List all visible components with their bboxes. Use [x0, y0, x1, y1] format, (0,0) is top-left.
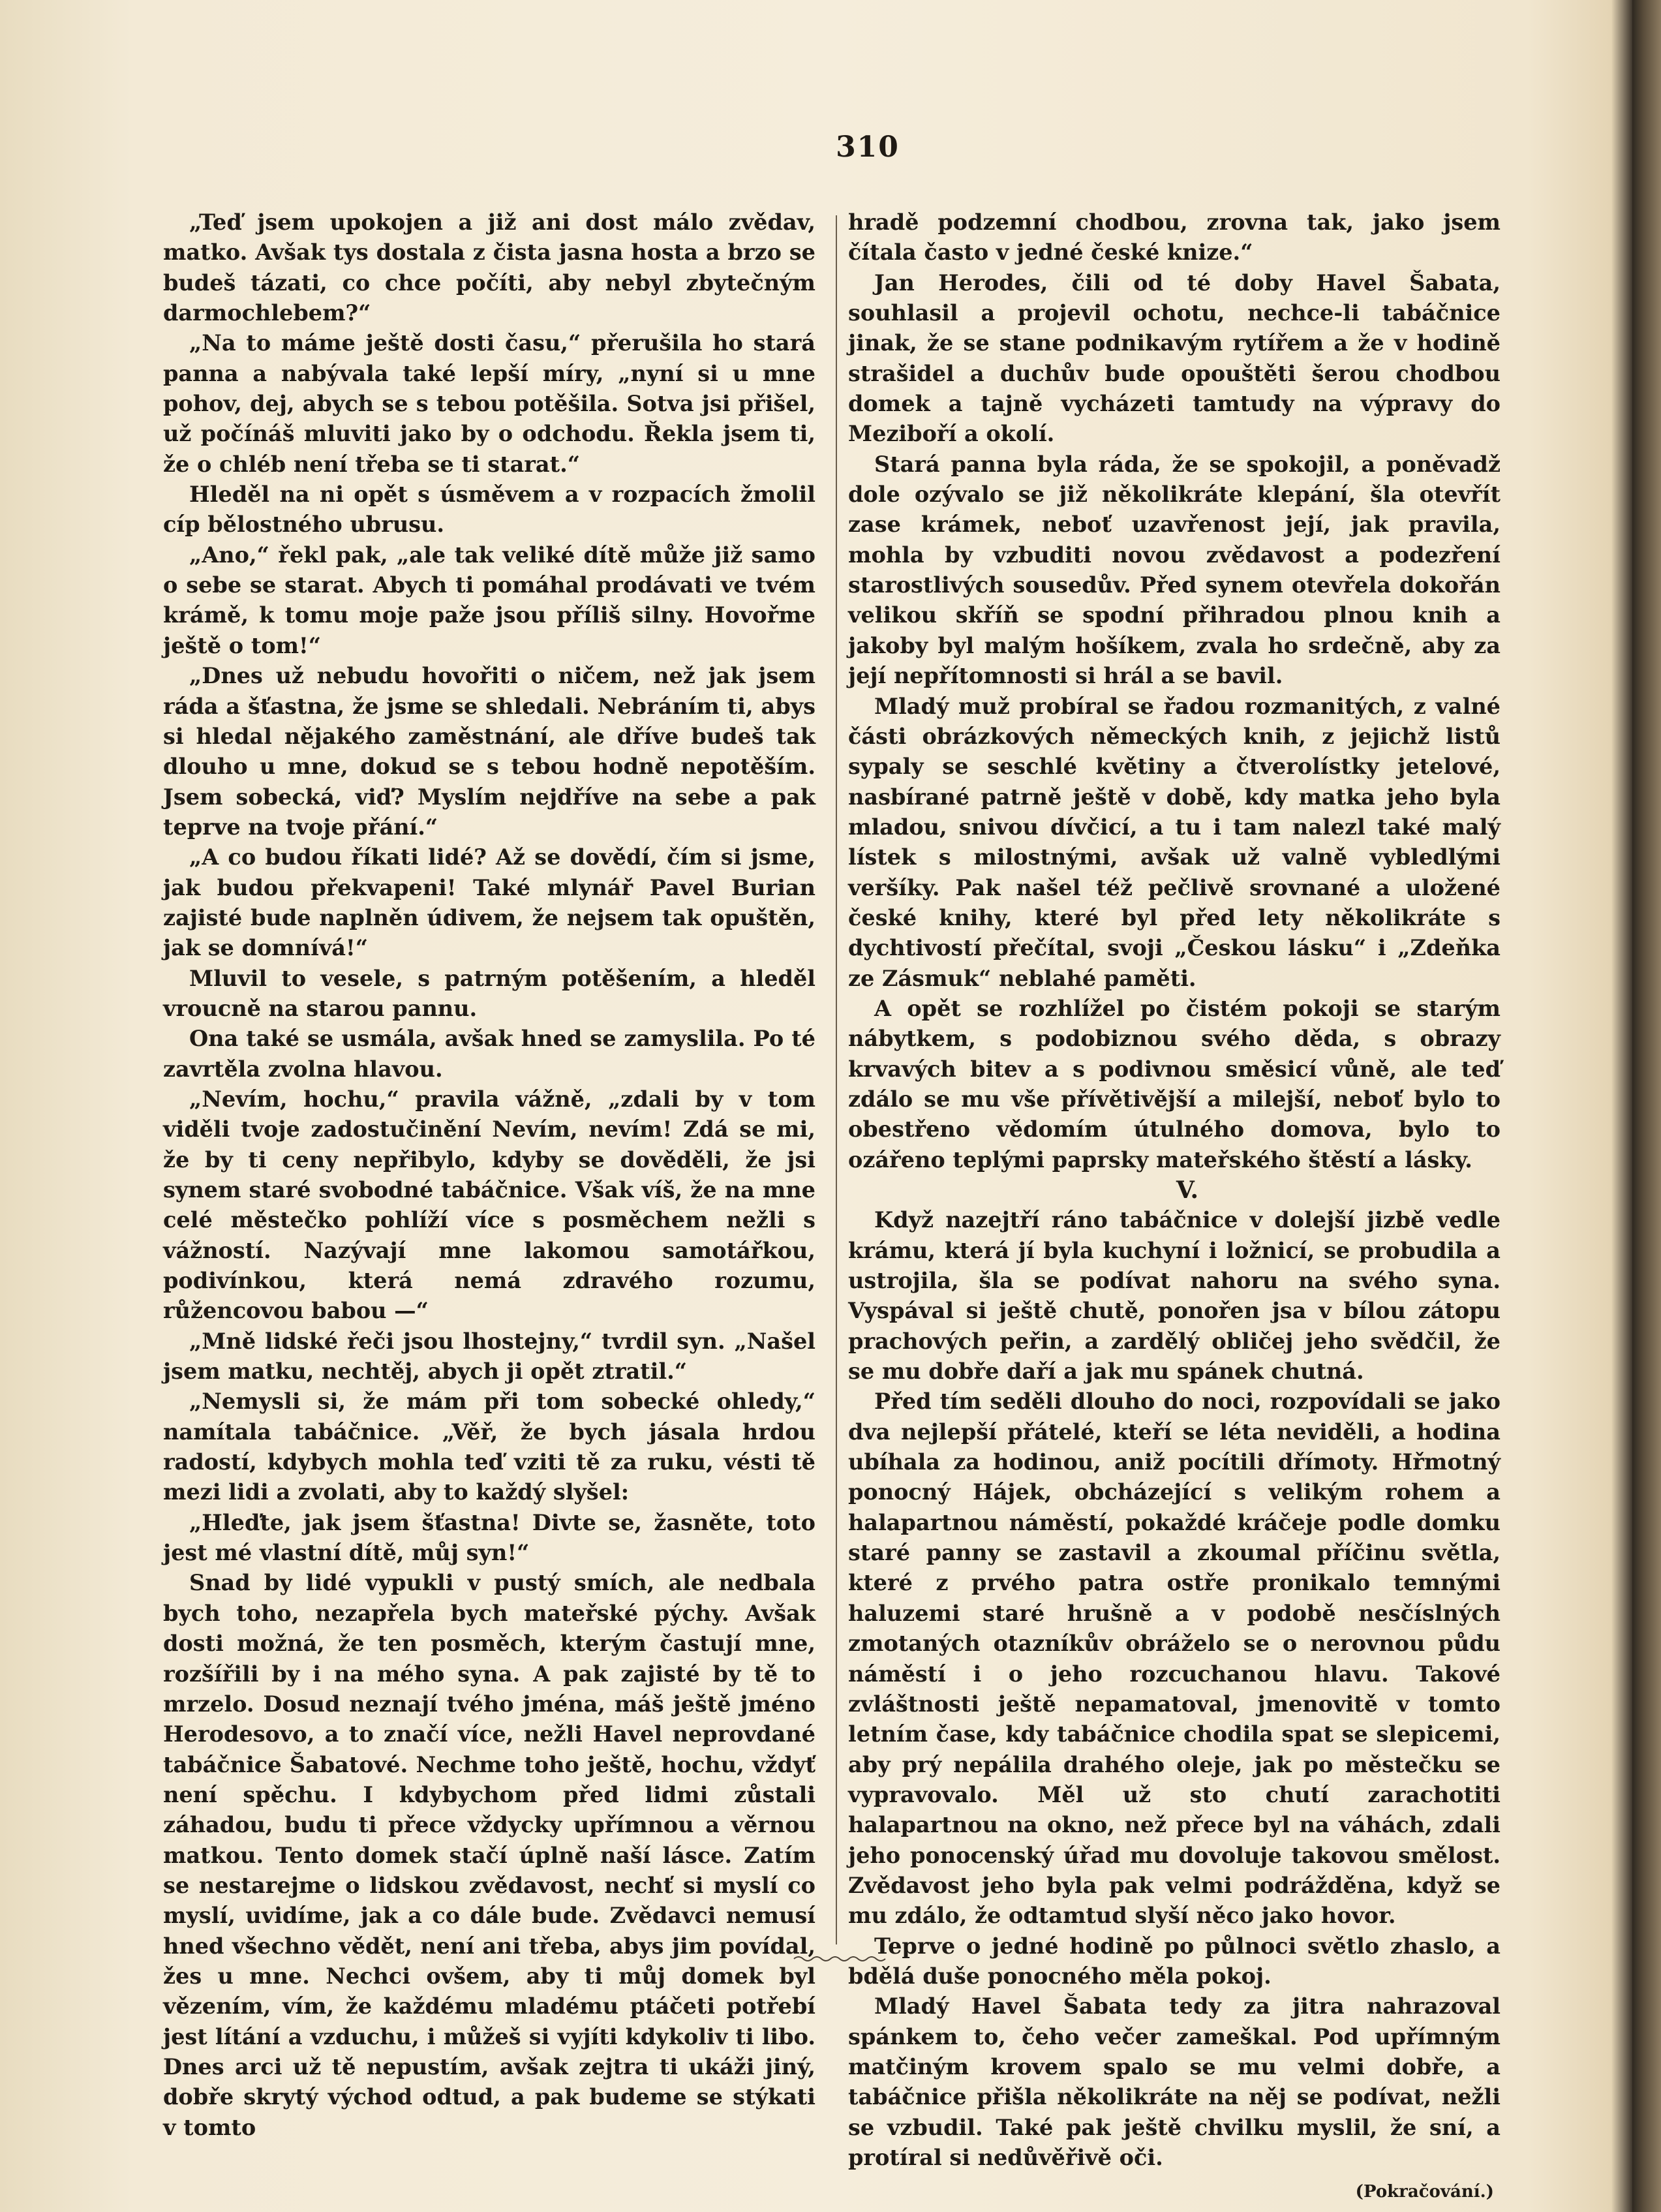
book-binding-edge [1632, 0, 1661, 2212]
decorative-wave-rule [793, 1954, 891, 1964]
page-number: 310 [836, 131, 900, 164]
paragraph: „Teď jsem upokojen a již ani dost málo zvědav, matko. Avšak tys dostala z čista jasna hosta a brzo se budeš tázati, co chce počíti, aby nebyl zbytečným darmochlebem?“ [163, 209, 815, 326]
paragraph: Když nazejtří ráno tabáčnice v dolejší jizbě vedle krámu, která jí byla kuchyní i ložnicí, se probudila a ustrojila, šla se podívat nahoru na svého syna. Vyspával si ještě chutě, ponořen jsa v bílou zátopu prachových peřin, a zardělý obličej jeho svědčil, že se mu dobře daří a jak mu spánek chutná. [848, 1207, 1501, 1385]
paragraph-continued: hradě podzemní chodbou, zrovna tak, jako jsem čítala často v jedné české knize.“ [848, 209, 1501, 266]
paragraph: „Ano,“ řekl pak, „ale tak veliké dítě může již samo o sebe se starat. Abych ti pomáhal prodávati ve tvém krámě, k tomu moje paže jsou příliš silny. Hovořme ještě o tom!“ [163, 542, 815, 658]
paragraph: Stará panna byla ráda, že se spokojil, a poněvadž dole ozývalo se již několikráte klepání, šla otevřít zase krámek, neboť uzavřenost její, jak pravila, mohla by vzbuditi novou zvědavost a podezření starostlivých sousedův. Před synem otevřela dokořán velikou skříň se spodní přihradou plnou knih a jakoby byl malým hošíkem, zvala ho srdečně, aby za její nepřítomnosti si hrál a se bavil. [848, 451, 1501, 689]
paragraph: Ona také se usmála, avšak hned se zamyslila. Po té zavrtěla zvolna hlavou. [163, 1026, 815, 1082]
paragraph: Teprve o jedné hodině po půlnoci světlo zhaslo, a bdělá duše ponocného měla pokoj. [848, 1933, 1501, 1989]
paragraph: „Na to máme ještě dosti času,“ přerušila ho stará panna a nabývala také lepší míry, „nyní si u mne pohov, dej, abych se s tebou potěšila. Sotva jsi přišel, už počínáš mluviti jako by o odchodu. Řekla jsem ti, že o chléb není třeba se ti starat.“ [163, 330, 815, 477]
continued-note: (Pokračování.) [1355, 2182, 1494, 2202]
paragraph: „Mně lidské řeči jsou lhostejny,“ tvrdil syn. „Našel jsem matku, nechtěj, abych ji opět ztratil.“ [163, 1328, 815, 1385]
paragraph: Před tím seděli dlouho do noci, rozpovídali se jako dva nejlepší přátelé, kteří se léta neviděli, a hodina ubíhala za hodinou, aniž pocítili dřímoty. Hřmotný ponocný Hájek, obcházející s velikým rohem a halapartnou náměstí, pokaždé kráčeje podle domku staré panny se zastavil a zkoumal příčinu světla, které z prvého patra ostře pronikalo temnými haluzemi staré hrušně a v podobě nesčíslných zmotaných otazníkův obráželo se o nerovnou půdu náměstí i o jeho rozcuchanou hlavu. Takové zvláštnosti ještě nepamatoval, jmenovitě v tomto letním čase, kdy tabáčnice chodila spat se slepicemi, aby prý nepálila drahého oleje, jak po městečku se vypravovalo. Měl už sto chutí zarachotiti halapartnou na okno, než přece byl na váhách, zdali jeho ponocenský úřad mu dovoluje takovou smělost. Zvědavost jeho byla pak velmi podrážděna, když se mu zdálo, že odtamtud slyší něco jako hovor. [848, 1389, 1501, 1929]
right-column [848, 207, 1501, 2207]
paragraph: „Hleďte, jak jsem šťastna! Divte se, žasněte, toto jest mé vlastní dítě, můj syn!“ [163, 1509, 815, 1566]
left-column [163, 207, 815, 2143]
paragraph: „Dnes už nebudu hovořiti o ničem, než jak jsem ráda a šťastna, že jsme se shledali. Nebráním ti, abys si hledal nějakého zaměstnání, ale dříve budeš tak dlouho u mne, dokud se s tebou hodně nepotěším. Jsem sobecká, viď? Myslím nejdříve na sebe a pak teprve na tvoje přání.“ [163, 663, 815, 840]
paragraph: „Nemysli si, že mám při tom sobecké ohledy,“ namítala tabáčnice. „Věř, že bych jásala hrdou radostí, kdybych mohla teď vziti tě za ruku, vésti tě mezi lidi a zvolati, aby to každý slyšel: [163, 1389, 815, 1505]
paragraph: Jan Herodes, čili od té doby Havel Šabata, souhlasil a projevil ochotu, nechce-li tabáčnice jinak, že se stane podnikavým rytířem a že v hodině strašidel a duchův bude opouštěti šerou chodbou domek a tajně vycházeti tamtudy na výpravy do Meziboří a okolí. [848, 269, 1501, 447]
paragraph: Mladý muž probíral se řadou rozmanitých, z valné části obrázkových německých knih, z jejichž listů sypaly se seschlé květiny a čtverolístky jetelové, nasbírané patrně ještě v době, kdy matka jeho byla mladou, snivou dívčicí, a tu i tam nalezl také malý lístek s milostnými, avšak už valně vybledlými veršíky. Pak našel též pečlivě srovnané a uložené české knihy, které byl před lety několikráte s dychtivostí přečítal, svoji „Českou lásku“ i „Zdeňka ze Zásmuk“ neblahé paměti. [848, 693, 1501, 991]
paragraph: Mladý Havel Šabata tedy za jitra nahrazoval spánkem to, čeho večer zameškal. Pod upřímným matčiným krovem spalo se mu velmi dobře, a tabáčnice přišla několikráte na něj se podívat, nežli se vzbudil. Také pak ještě chvilku myslil, že sní, a protíral si nedůvěřivě oči. [848, 1993, 1501, 2170]
paragraph: A opět se rozhlížel po čistém pokoji se starým nábytkem, s podobiznou svého děda, s obrazy krvavých bitev a s podivnou směsicí vůně, ale teď zdálo se mu vše přívětivější a milejší, neboť bylo to obestřeno vědomím útulného domova, bylo to ozářeno teplými paprsky mateřského štěstí a lásky. [848, 995, 1501, 1173]
column-divider [836, 215, 837, 1944]
paragraph: Mluvil to vesele, s patrným potěšením, a hleděl vroucně na starou pannu. [163, 965, 815, 1021]
paragraph: „A co budou říkati lidé? Až se dovědí, čím si jsme, jak budou překvapeni! Také mlynář Pavel Burian zajisté bude naplněn údivem, že nejsem tak opuštěn, jak se domnívá!“ [163, 844, 815, 961]
paragraph: Snad by lidé vypukli v pustý smích, ale nedbala bych toho, nezapřela bych mateřské pýchy. Avšak dosti možná, že ten posměch, kterým častují mne, rozšířili by i na mého syna. A pak zajisté by tě to mrzelo. Dosud neznají tvého jména, máš ještě jméno Herodesovo, a to značí více, nežli Havel neprovdané tabáčnice Šabatové. Nechme toho ještě, hochu, vždyť není spěchu. I kdybychom před lidmi zůstali záhadou, budu ti přece vždycky upřímnou a věrnou matkou. Tento domek stačí úplně naší lásce. Zatím se nestarejme o lidskou zvědavost, nechť si myslí co myslí, uvidíme, jak a co dále bude. Zvědavci nemusí hned všechno vědět, není ani třeba, abys jim povídal, žes u mne. Nechci ovšem, aby ti můj domek byl vězením, vím, že každému mladému ptáčeti potřebí jest lítání a vzduchu, i můžeš si vyjíti kdykoliv ti libo. Dnes arci už tě nepustím, avšak zejtra ti ukáži jiný, dobře skrytý východ odtud, a pak budeme se stýkati v tomto [163, 1570, 815, 2140]
paragraph: „Nevím, hochu,“ pravila vážně, „zdali by v tom viděli tvoje zadostučinění Nevím, nevím! Zdá se mi, že by ti ceny nepřibylo, kdyby se dověděli, že jsi synem staré svobodné tabáčnice. Však víš, že na mne celé městečko pohlíží více s posměchem nežli s vážností. Nazývají mne lakomou samotářkou, podivínkou, která nemá zdravého rozumu, růžencovou babou —“ [163, 1086, 815, 1324]
section-heading: V. [1176, 1176, 1199, 1204]
paragraph: Hleděl na ni opět s úsměvem a v rozpacích žmolil cíp bělostného ubrusu. [163, 482, 815, 538]
